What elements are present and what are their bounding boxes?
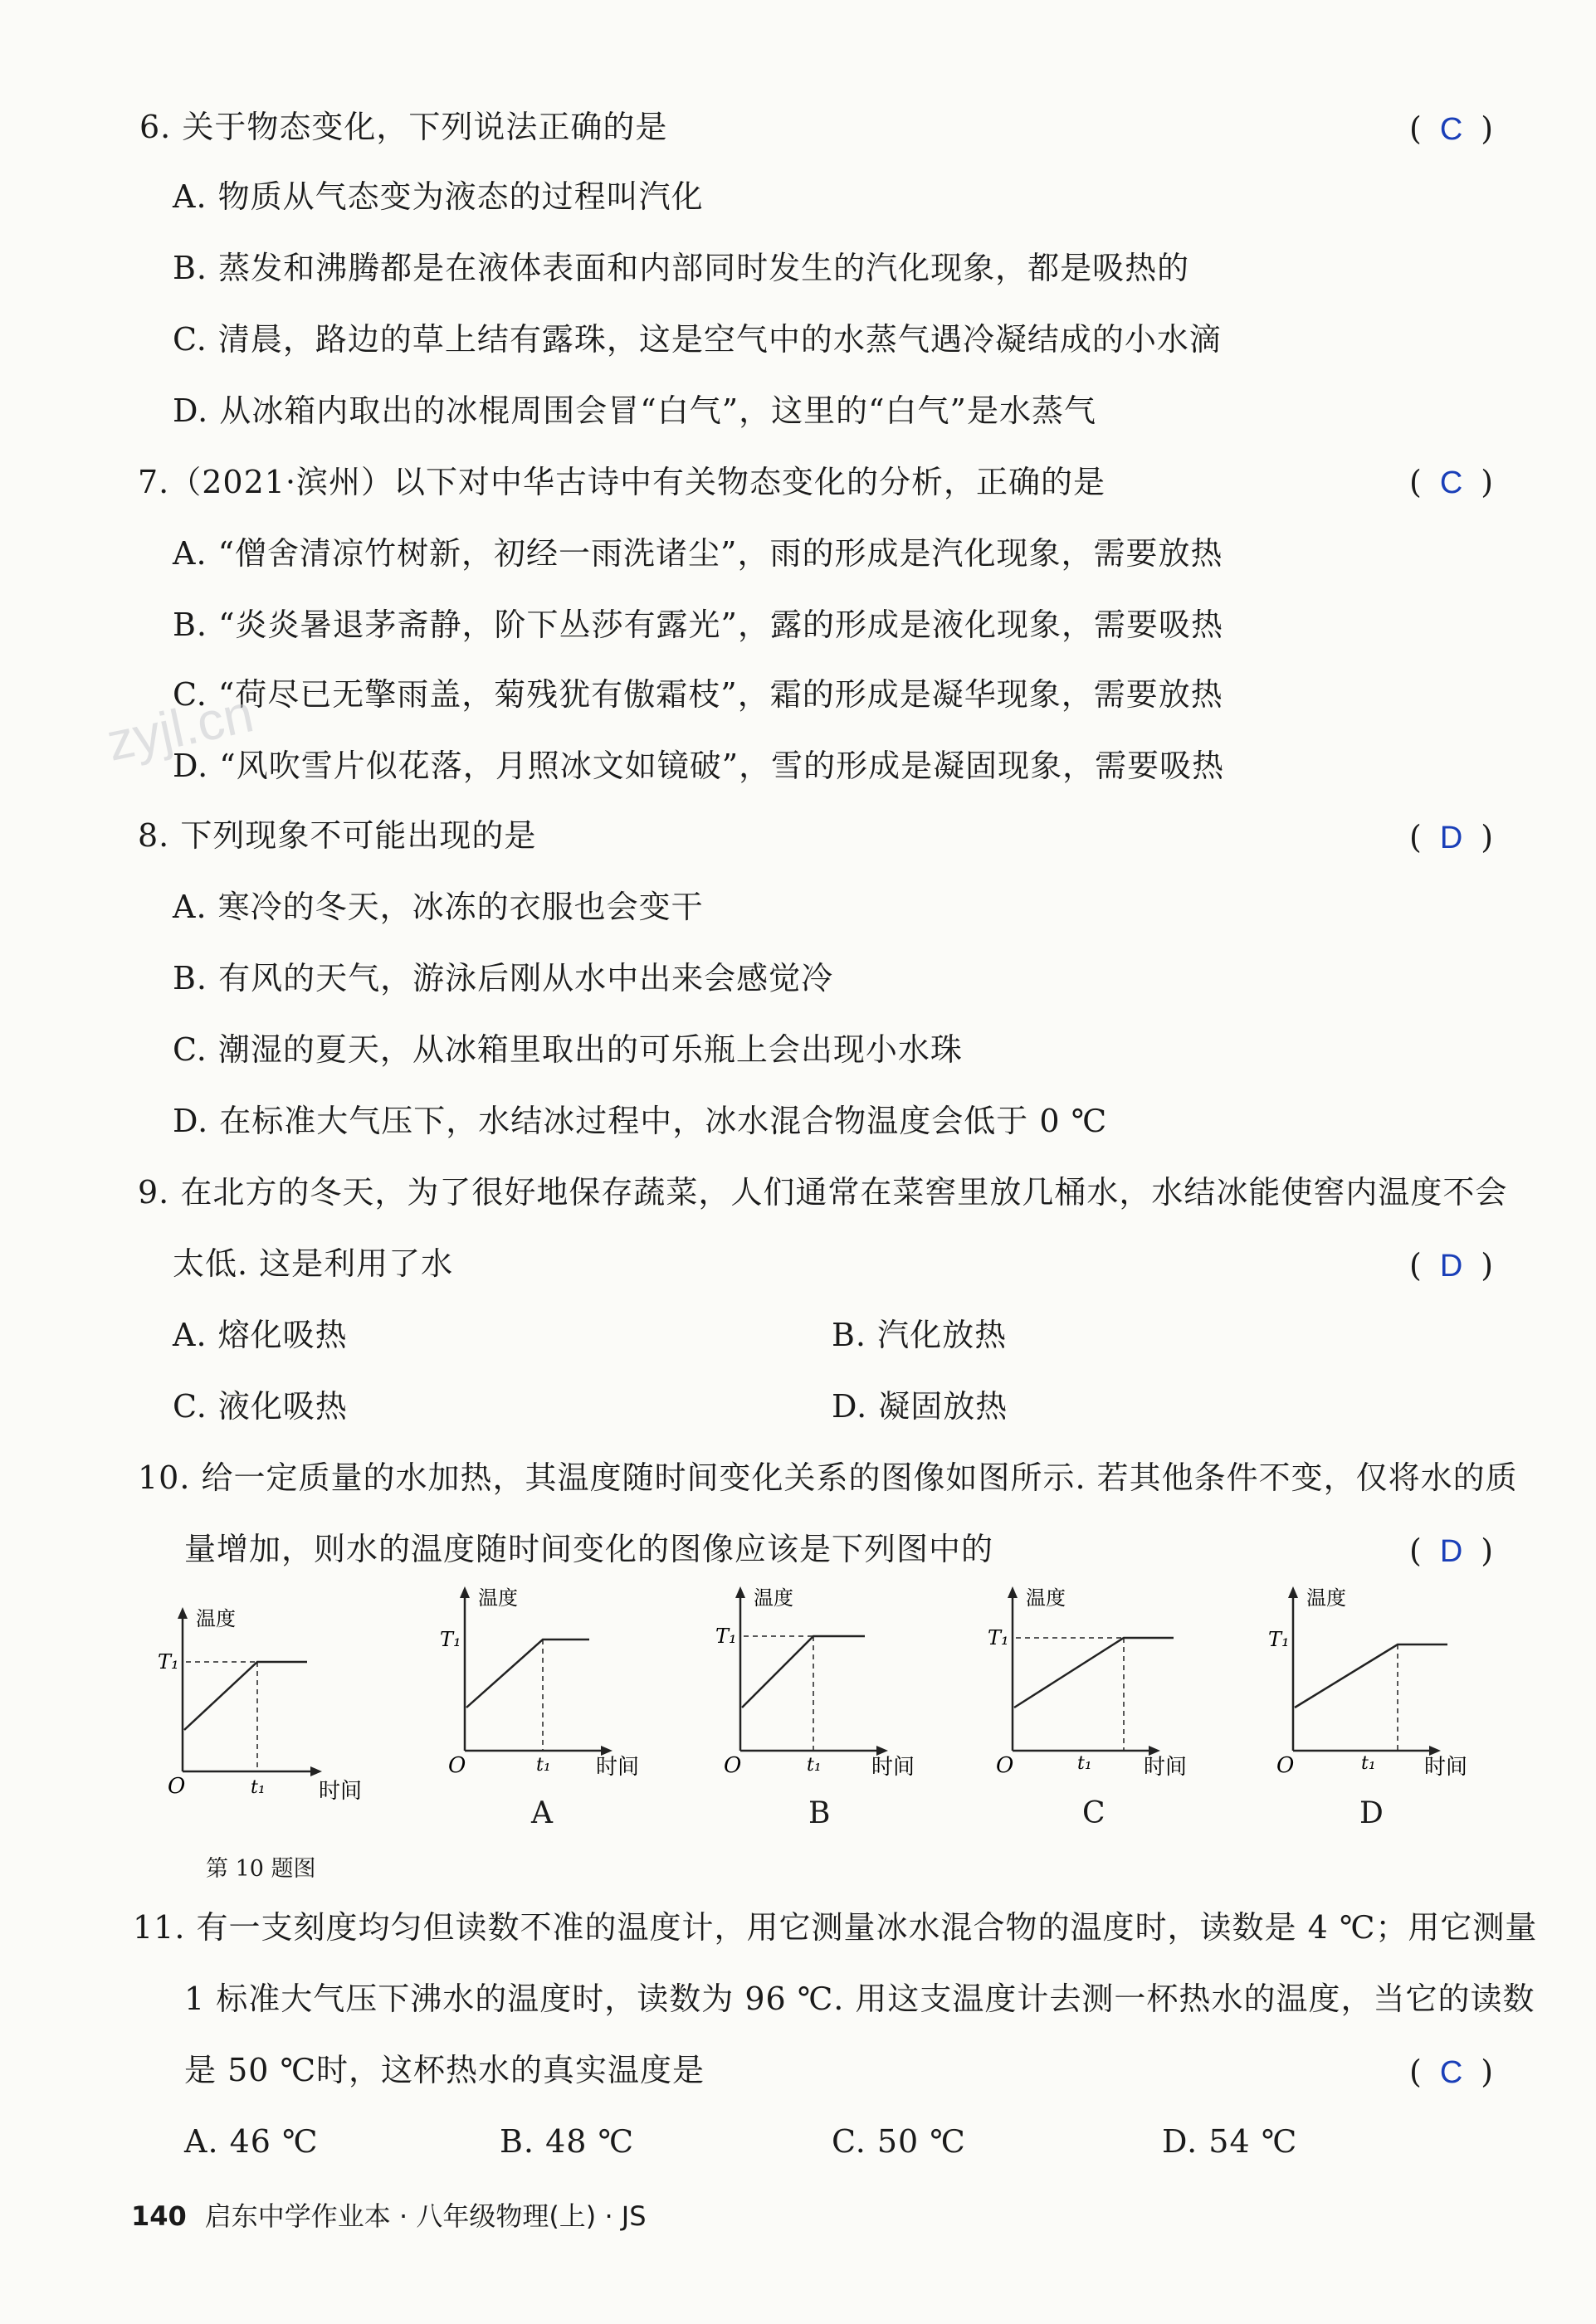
- question-6-stem: 6. 关于物态变化，下列说法正确的是: [139, 109, 668, 145]
- question-9-option-d: D. 凝固放热: [832, 1388, 1008, 1425]
- question-9-answer: ( D ): [1409, 1247, 1494, 1284]
- origin-label: O: [1276, 1753, 1295, 1778]
- question-6-option-d: D. 从冰箱内取出的冰棍周围会冒“白气”，这里的“白气”是水蒸气: [173, 392, 1096, 429]
- t1-y-label: T₁: [1268, 1628, 1290, 1651]
- question-9-option-a: A. 熔化吸热: [173, 1317, 348, 1353]
- question-7-option-c: C. “荷尽已无擎雨盖，菊残犹有傲霜枝”，霜的形成是凝华现象，需要放热: [173, 676, 1223, 713]
- question-11-stem-line3: 是 50 ℃时，这杯热水的真实温度是: [184, 2052, 705, 2088]
- origin-label: O: [724, 1753, 742, 1778]
- axis-x-label: 时间: [871, 1755, 915, 1780]
- graph-reference: [158, 1605, 373, 1816]
- graph-d: [1268, 1585, 1484, 1779]
- graph-a: [440, 1585, 656, 1779]
- graph-d-svg: [1268, 1585, 1484, 1780]
- t1-x-label: t₁: [251, 1777, 266, 1798]
- graph-c: [988, 1585, 1203, 1779]
- question-6-option-c: C. 清晨，路边的草上结有露珠，这是空气中的水蒸气遇冷凝结成的小水滴: [173, 321, 1222, 358]
- question-7-option-b: B. “炎炎暑退茅斋静，阶下丛莎有露光”，露的形成是液化现象，需要吸热: [173, 607, 1223, 643]
- t1-y-label: T₁: [988, 1626, 1009, 1649]
- axis-x-label: 时间: [596, 1755, 640, 1780]
- graph-c-label: C: [1082, 1796, 1105, 1830]
- question-8-answer: ( D ): [1409, 819, 1494, 855]
- question-11-option-a: A. 46 ℃: [184, 2123, 319, 2160]
- answer-letter: C: [1439, 2055, 1463, 2090]
- watermark: zyjl.cn: [101, 683, 259, 772]
- question-11-option-d: D. 54 ℃: [1162, 2123, 1298, 2160]
- origin-label: O: [996, 1753, 1014, 1778]
- t1-x-label: t₁: [1361, 1753, 1376, 1774]
- question-9-option-c: C. 液化吸热: [173, 1388, 348, 1425]
- graph-c-svg: [988, 1585, 1203, 1780]
- graph-b: [715, 1585, 931, 1779]
- axis-y-label: 温度: [478, 1586, 518, 1610]
- answer-letter: D: [1439, 1534, 1463, 1569]
- question-11-option-b: B. 48 ℃: [500, 2123, 635, 2160]
- question-8-option-c: C. 潮湿的夏天，从冰箱里取出的可乐瓶上会出现小水珠: [173, 1031, 963, 1068]
- answer-letter: C: [1439, 112, 1463, 147]
- graph-b-svg: [715, 1585, 931, 1780]
- question-11-answer: ( C ): [1409, 2054, 1494, 2090]
- question-6-answer: ( C ): [1409, 110, 1494, 147]
- answer-letter: C: [1439, 465, 1463, 500]
- question-8-option-b: B. 有风的天气，游泳后刚从水中出来会感觉冷: [173, 960, 834, 996]
- answer-letter: D: [1439, 1249, 1463, 1284]
- axis-x-label: 时间: [319, 1779, 363, 1804]
- axis-y-label: 温度: [1026, 1586, 1066, 1610]
- question-10-stem-line1: 10. 给一定质量的水加热，其温度随时间变化关系的图像如图所示. 若其他条件不变，仅将水的质: [138, 1459, 1518, 1496]
- book-title: 启东中学作业本 · 八年级物理(上) · JS: [204, 2200, 647, 2232]
- question-7-option-a: A. “僧舍清凉竹树新，初经一雨洗诸尘”，雨的形成是汽化现象，需要放热: [173, 535, 1223, 572]
- axis-y-label: 温度: [196, 1607, 236, 1630]
- graph-reference-svg: [158, 1605, 373, 1813]
- question-10-answer: ( D ): [1409, 1532, 1494, 1569]
- axis-x-label: 时间: [1144, 1755, 1188, 1780]
- graph-a-label: A: [531, 1796, 553, 1830]
- question-9-stem-line1: 9. 在北方的冬天，为了很好地保存蔬菜，人们通常在菜窖里放几桶水，水结冰能使窖内温度不会: [138, 1174, 1508, 1211]
- question-9-option-b: B. 汽化放热: [832, 1317, 1008, 1353]
- graph-a-svg: [440, 1585, 656, 1780]
- axis-x-label: 时间: [1424, 1755, 1468, 1780]
- question-8-stem: 8. 下列现象不可能出现的是: [138, 817, 537, 854]
- question-7-answer: ( C ): [1409, 464, 1494, 500]
- question-11-stem-line2: 1 标准大气压下沸水的温度时，读数为 96 ℃. 用这支温度计去测一杯热水的温度，当它的读数: [184, 1981, 1535, 2017]
- page-number: 140: [131, 2200, 187, 2232]
- graph-b-label: B: [808, 1796, 831, 1830]
- question-9-stem-line2: 太低. 这是利用了水: [173, 1245, 454, 1282]
- t1-y-label: T₁: [715, 1625, 737, 1648]
- t1-x-label: t₁: [807, 1755, 822, 1776]
- figure-caption: 第 10 题图: [206, 1856, 316, 1882]
- t1-x-label: t₁: [1077, 1753, 1092, 1774]
- graph-d-label: D: [1359, 1796, 1384, 1830]
- t1-x-label: t₁: [536, 1755, 551, 1776]
- question-6-option-a: A. 物质从气态变为液态的过程叫汽化: [173, 178, 704, 215]
- question-7-stem: 7.（2021·滨州）以下对中华古诗中有关物态变化的分析，正确的是: [138, 464, 1106, 500]
- origin-label: O: [448, 1753, 466, 1778]
- origin-label: O: [168, 1774, 186, 1799]
- t1-y-label: T₁: [158, 1650, 179, 1674]
- question-10-stem-line2: 量增加，则水的温度随时间变化的图像应该是下列图中的: [184, 1531, 994, 1567]
- axis-y-label: 温度: [1306, 1586, 1346, 1610]
- answer-letter: D: [1439, 821, 1463, 855]
- question-6-option-b: B. 蒸发和沸腾都是在液体表面和内部同时发生的汽化现象，都是吸热的: [173, 250, 1190, 286]
- question-11-stem-line1: 11. 有一支刻度均匀但读数不准的温度计，用它测量冰水混合物的温度时，读数是 4 ℃；用它测量: [133, 1909, 1538, 1946]
- page-footer: [131, 2195, 647, 2234]
- t1-y-label: T₁: [440, 1628, 461, 1651]
- axis-y-label: 温度: [754, 1586, 793, 1610]
- question-11-option-c: C. 50 ℃: [832, 2123, 966, 2160]
- question-8-option-a: A. 寒冷的冬天，冰冻的衣服也会变干: [173, 889, 704, 925]
- question-8-option-d: D. 在标准大气压下，水结冰过程中，冰水混合物温度会低于 0 ℃: [173, 1103, 1108, 1139]
- question-7-option-d: D. “风吹雪片似花落，月照冰文如镜破”，雪的形成是凝固现象，需要吸热: [173, 748, 1225, 784]
